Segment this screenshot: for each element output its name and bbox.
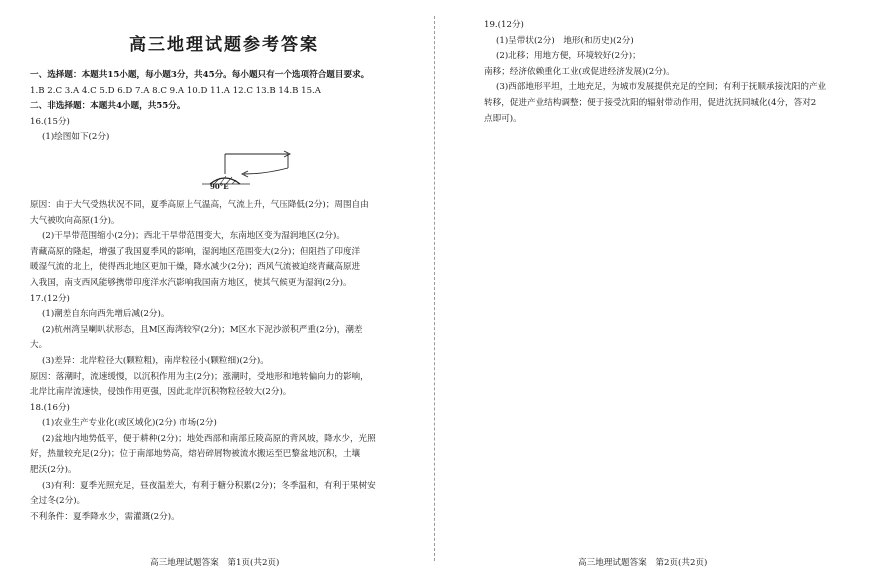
answer-line: 大。	[30, 340, 48, 351]
answer-line: (2)干旱带范围缩小(2分)；西北干旱带范围变大，东南地区变为湿润地区(2分)。	[42, 231, 345, 242]
answer-line: 好，热量较充足(2分)；位于南部地势高，熔岩碎屑物被流水搬运至巴黎盆地沉积，土壤	[30, 449, 361, 460]
circulation-diagram	[30, 148, 418, 194]
answer-line: 不利条件：夏季降水少，需灌溉(2分)。	[30, 511, 180, 522]
answer-line: 二、非选择题：本题共4小题，共55分。	[30, 101, 186, 112]
answer-line: (1)绘图如下(2分)	[42, 132, 110, 143]
answer-line: 转移，促进产业结构调整；便于接受沈阳的辐射带动作用，促进沈抚同城化(4分，答对2	[484, 97, 817, 108]
answer-line: (1)潮差自东向西先增后减(2分)。	[42, 309, 170, 320]
answer-line: 1.B 2.C 3.A 4.C 5.D 6.D 7.A 8.C 9.A 10.D 11.A 12.C 13.B 14.B 15.A	[30, 85, 321, 96]
answer-line: (2)杭州湾呈喇叭状形态，且M区海湾较窄(2分)；M区水下泥沙淤积严重(2分)，潮差	[42, 324, 363, 335]
page-footer: 高三地理试题答案 第2页(共2页)	[578, 558, 708, 568]
answer-line: 17.(12分)	[30, 293, 70, 304]
page-footer: 高三地理试题答案 第1页(共2页)	[150, 558, 280, 568]
answer-block-1	[30, 68, 418, 146]
answer-line: 16.(15分)	[30, 116, 70, 127]
diagram-longitude-label: 90°E	[210, 181, 229, 191]
page-title: 高三地理试题参考答案	[129, 35, 319, 55]
answer-line: 南移；经济依赖重化工业(或促进经济发展)(2分)。	[484, 66, 675, 77]
page-divider	[434, 16, 435, 561]
answer-line: 18.(16分)	[30, 402, 70, 413]
answer-line: (2)盆地内地势低平，便于耕种(2分)；地处西部和南部丘陵高原的背风坡，降水少，光照	[42, 433, 376, 444]
left-page	[0, 0, 432, 574]
answer-line: 全过冬(2分)。	[30, 496, 86, 507]
answer-line: (3)差异：北岸粒径大(颗粒粗)，南岸粒径小(颗粒细)(2分)。	[42, 355, 269, 366]
answer-line: (1)呈带状(2分) 地形(和历史)(2分)	[496, 35, 634, 46]
right-page	[440, 0, 870, 574]
circulation-diagram-svg	[170, 148, 310, 188]
answer-line: 点即可)。	[484, 113, 522, 124]
answer-block-2	[30, 198, 418, 525]
answer-line: 大气被吹向高原(1分)。	[30, 215, 120, 226]
answer-line: 北岸比南岸流速快，侵蚀作用更强，因此北岸沉积物粒径较大(2分)。	[30, 387, 292, 398]
answer-block-3	[484, 18, 852, 127]
answer-line: 肥沃(2分)。	[30, 465, 77, 476]
answer-line: (3)西部地形平坦，土地充足，为城市发展提供充足的空间；有利于抚顺承接沈阳的产业	[496, 82, 827, 93]
answer-line: 一、选择题：本题共15小题，每小题3分，共45分。每小题只有一个选项符合题目要求。	[30, 70, 370, 80]
answer-line: (2)北移；用地方便，环境较好(2分)；	[496, 51, 641, 62]
answer-line: 原因：由于大气受热状况不同，夏季高原上气温高，气流上升，气压降低(2分)；周围自由	[30, 199, 369, 210]
answer-line: (3)有利：夏季光照充足，昼夜温差大，有利于糖分积累(2分)；冬季温和，有利于果树安	[42, 480, 376, 491]
answer-line: 19.(12分)	[484, 20, 524, 30]
answer-line: 原因：落潮时，流速缓慢，以沉积作用为主(2分)；涨潮时，受地形和地转偏向力的影响，	[30, 371, 369, 382]
answer-line: 暖湿气流的北上，使得西北地区更加干燥，降水减少(2分)；西风气流被迫绕青藏高原进	[30, 262, 361, 273]
answer-line: 入我国，南支西风能够携带印度洋水汽影响我国南方地区，使其气候更为湿润(2分)。	[30, 277, 352, 288]
answer-line: (1)农业生产专业化(或区域化)(2分) 市场(2分)	[42, 418, 217, 429]
answer-line: 青藏高原的隆起，增强了我国夏季风的影响，湿润地区范围变大(2分)；但阻挡了印度洋	[30, 246, 361, 257]
